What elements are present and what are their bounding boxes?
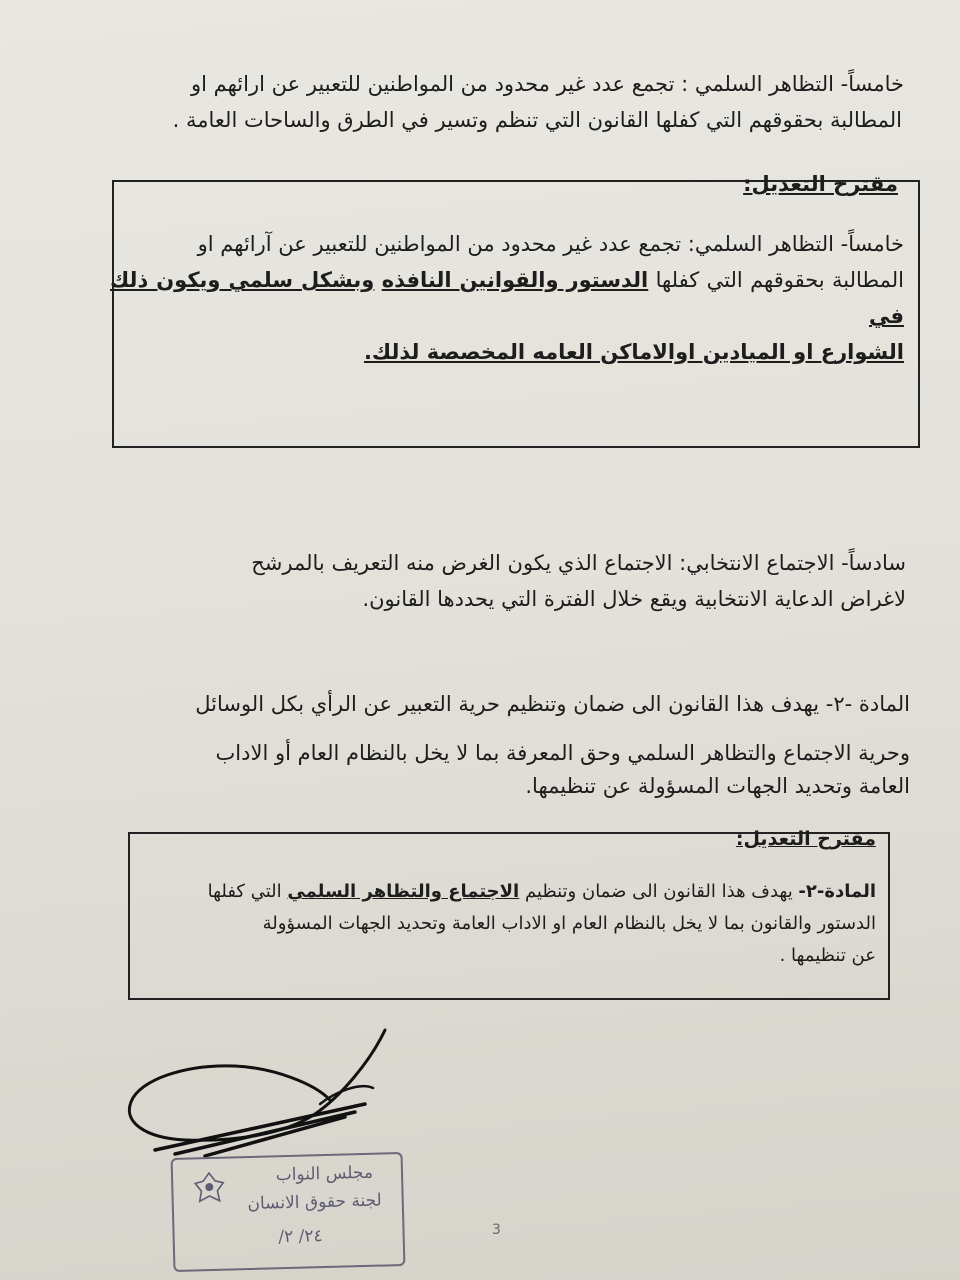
amendment-2-heading: مقترح التعديل:	[735, 828, 876, 850]
section-5-definition	[92, 66, 904, 138]
amendment-1-heading: مقترح التعديل:	[743, 172, 898, 196]
amendment-1-text	[110, 226, 904, 370]
article-2-text	[124, 688, 910, 803]
committee-stamp	[171, 1152, 406, 1272]
article-2-line-2: وحرية الاجتماع والتظاهر السلمي وحق المعرفة بما لا يخل بالنظام العام أو الاداب	[215, 741, 910, 765]
amendment-2-line-3: عن تنظيمها .	[779, 945, 876, 966]
article-2-line-1: المادة -٢- يهدف هذا القانون الى ضمان وتنظيم حرية التعبير عن الرأي بكل الوسائل	[195, 692, 910, 716]
article-2-line-3: العامة وتحديد الجهات المسؤولة عن تنظيمها.	[525, 774, 910, 798]
stamp-line-2: لجنة حقوق الانسان	[247, 1190, 382, 1215]
amendment-1-line-1: خامساً- التظاهر السلمي: تجمع عدد غير محدود من المواطنين للتعبير عن آرائهم او	[197, 232, 904, 256]
underlined-peaceful: وبشكل سلمي ويكون ذلك في	[110, 268, 904, 328]
underlined-assembly: الاجتماع والتظاهر السلمي	[287, 881, 520, 902]
underlined-constitution: الدستور والقوانين النافذه	[381, 268, 649, 292]
amendment-2-line-1: المادة-٢- يهدف هذا القانون الى ضمان وتنظيم الاجتماع والتظاهر السلمي التي كفلها	[207, 881, 876, 902]
stamp-line-1: مجلس النواب	[275, 1162, 374, 1186]
handwritten-signature	[115, 1022, 415, 1172]
amendment-1-line-2: المطالبة بحقوقهم التي كفلها الدستور والقوانين النافذه وبشكل سلمي ويكون ذلك في	[110, 268, 905, 328]
stamp-date: ٢٤/ ٢/	[278, 1226, 323, 1248]
section-6-line-1: سادساً- الاجتماع الانتخابي: الاجتماع الذي يكون الغرض منه التعريف بالمرشح	[251, 551, 906, 575]
section-5-line-2: المطالبة بحقوقهم التي كفلها القانون التي تنظم وتسير في الطرق والساحات العامة .	[172, 108, 902, 132]
amendment-2-line-2: الدستور والقانون بما لا يخل بالنظام العام او الاداب العامة وتحديد الجهات المسؤولة	[262, 913, 876, 934]
page-number: 3	[492, 1222, 501, 1238]
emblem-icon	[191, 1169, 228, 1206]
section-6-line-2: لاغراض الدعاية الانتخابية ويقع خلال الفترة التي يحددها القانون.	[362, 587, 906, 611]
amendment-2-text	[146, 876, 876, 972]
section-6-definition	[170, 545, 906, 617]
amendment-1-line-3: الشوارع او الميادين اوالاماكن العامه المخصصة لذلك.	[363, 340, 904, 364]
section-5-line-1: خامساً- التظاهر السلمي : تجمع عدد غير محدود من المواطنين للتعبير عن ارائهم او	[190, 72, 904, 96]
